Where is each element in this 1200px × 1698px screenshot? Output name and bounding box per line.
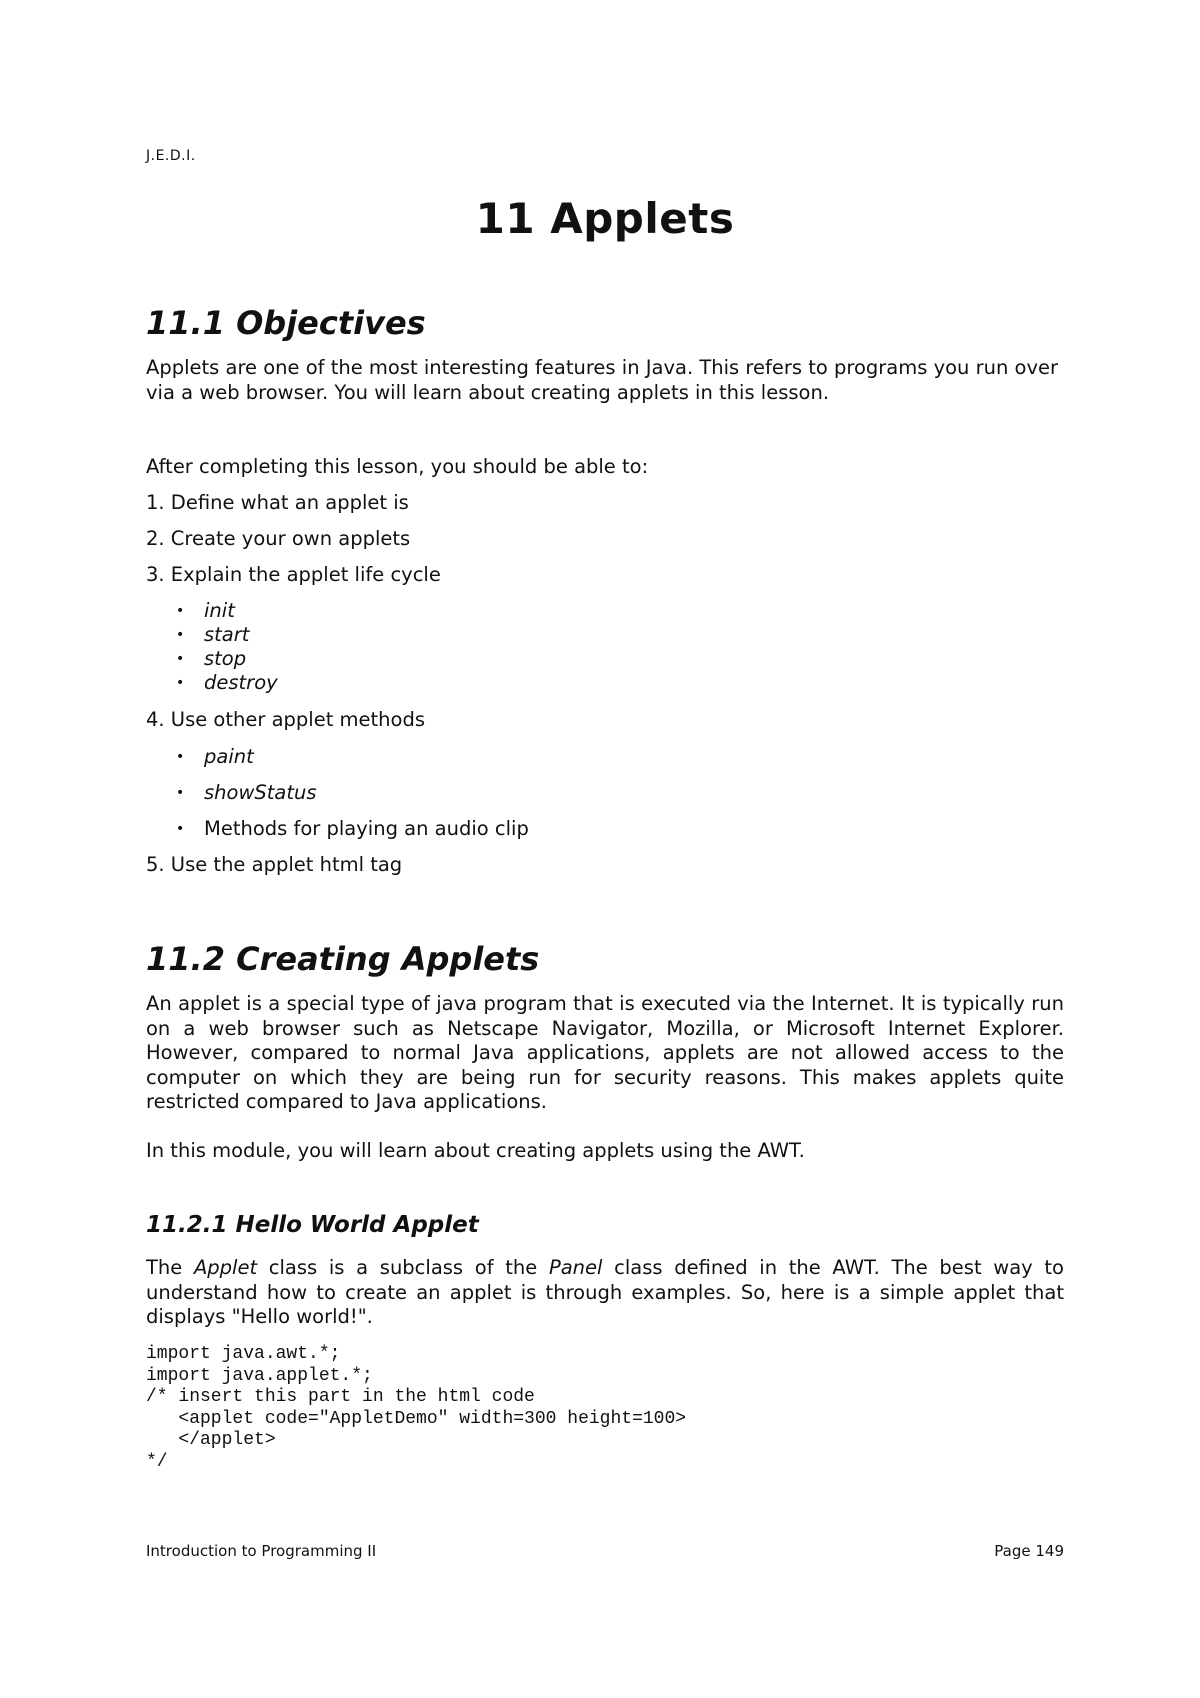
bullet-dot-icon: • <box>176 627 185 643</box>
header-mark: J.E.D.I. <box>146 148 196 164</box>
creating-paragraph: An applet is a special type of java program that is executed via the Internet. It is typically run on a web browser such as Netscape Navigator, Mozilla, or Microsoft Internet Explorer. However, compared to normal Java applications, applets are not allowed access to the computer on which they are being run for security reasons. This makes applets quite restricted compared to Java applications. <box>146 992 1064 1113</box>
method-bullet: • paint <box>176 745 254 768</box>
bullet-dot-icon: • <box>176 821 185 837</box>
lifecycle-bullet: • start <box>176 623 250 646</box>
method-bullet: • showStatus <box>176 781 317 804</box>
section-heading-creating-applets: 11.2 Creating Applets <box>146 940 540 978</box>
hello-paragraph: The Applet class is a subclass of the Panel class defined in the AWT. The best way to understand how to create an applet is through examples. So, here is a simple applet that displays "Hello world!". <box>146 1256 1064 1328</box>
bullet-dot-icon: • <box>176 749 185 765</box>
document-page <box>146 0 1064 1698</box>
subsection-heading-hello-world: 11.2.1 Hello World Applet <box>146 1212 479 1238</box>
footer-title: Introduction to Programming II <box>146 1542 377 1560</box>
section-heading-objectives: 11.1 Objectives <box>146 304 426 342</box>
objective-item: 5. Use the applet html tag <box>146 853 403 876</box>
objectives-intro: Applets are one of the most interesting features in Java. This refers to programs you run over via a web browser. You will learn about creating applets in this lesson. <box>146 356 1059 404</box>
bullet-dot-icon: • <box>176 675 185 691</box>
objectives-lead: After completing this lesson, you should be able to: <box>146 455 649 478</box>
lifecycle-bullet: • destroy <box>176 671 278 694</box>
page-number: Page 149 <box>994 1542 1064 1560</box>
bullet-dot-icon: • <box>176 785 185 801</box>
bullet-dot-icon: • <box>176 651 185 667</box>
creating-paragraph-awt: In this module, you will learn about creating applets using the AWT. <box>146 1139 805 1162</box>
method-bullet: • Methods for playing an audio clip <box>176 817 529 840</box>
objective-item: 2. Create your own applets <box>146 527 411 550</box>
code-listing: import java.awt.*; import java.applet.*; /* insert this part in the html code <applet code="AppletDemo" width=300 height=100> </applet> */ <box>146 1344 687 1472</box>
lifecycle-bullet: • stop <box>176 647 247 670</box>
objective-item: 4. Use other applet methods <box>146 708 426 731</box>
lifecycle-bullet: • init <box>176 599 235 622</box>
objective-item: 1. Define what an applet is <box>146 491 409 514</box>
bullet-dot-icon: • <box>176 603 185 619</box>
chapter-title: 11 Applets <box>475 194 735 243</box>
objective-item: 3. Explain the applet life cycle <box>146 563 441 586</box>
